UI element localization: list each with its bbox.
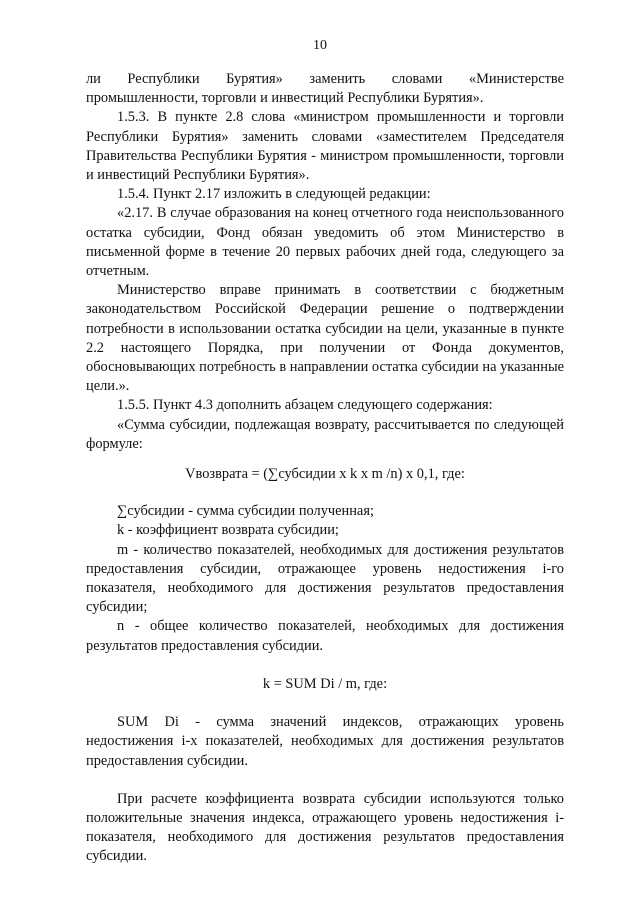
definition-m: m - количество показателей, необходимых для достижения результатов предоставления субсидии, отражающее уровень недостижения i-го показателя, необходимого для достижения результатов предоставления субсидии;	[86, 541, 564, 616]
document-body	[86, 70, 564, 867]
paragraph-1-5-3: 1.5.3. В пункте 2.8 слова «министром промышленности и торговли Республики Бурятия» заменить словами «заместителем Председателя Правительства Республики Бурятия - министром промышленности, торговли и инвестиций Республики Бурятия».	[86, 109, 564, 184]
paragraph-calculation-note: При расчете коэффициента возврата субсидии используются только положительные значения индекса, отражающего уровень недостижения i-показателя, необходимого для достижения результатов предоставления субсидии.	[86, 790, 564, 865]
formula-coefficient: k = SUM Di / m, где:	[262, 675, 388, 692]
paragraph-continuation: ли Республики Бурятия» заменить словами «Министерстве промышленности, торговли и инвестиций Республики Бурятия».	[86, 71, 564, 107]
page-number: 10	[313, 38, 327, 53]
paragraph-formula-intro: «Сумма субсидии, подлежащая возврату, рассчитывается по следующей формуле:	[86, 416, 564, 452]
paragraph-1-5-5: 1.5.5. Пункт 4.3 дополнить абзацем следующего содержания:	[117, 397, 493, 414]
definition-n: n - общее количество показателей, необходимых для достижения результатов предоставления субсидии.	[86, 618, 564, 654]
paragraph-2-17: «2.17. В случае образования на конец отчетного года неиспользованного остатка субсидии, Фонд обязан уведомить об этом Министерство в письменной форме в течение 20 первых рабочих дней года, следующего за отчетным.	[86, 205, 564, 280]
definition-sum-subsidy: ∑субсидии - сумма субсидии полученная;	[117, 503, 374, 520]
paragraph-1-5-4: 1.5.4. Пункт 2.17 изложить в следующей редакции:	[117, 186, 431, 203]
definition-sum-di: SUM Di - сумма значений индексов, отражающих уровень недостижения i-х показателей, необходимых для достижения результатов предоставления субсидии.	[86, 714, 564, 769]
formula-return-amount: Vвозврата = (∑субсидии x k x m /n) x 0,1, где:	[185, 466, 465, 483]
paragraph-ministry: Министерство вправе принимать в соответствии с бюджетным законодательством Российской Федерации решение о подтверждении потребности в использовании остатка субсидии на цели, указанные в пункте 2.2 настоящего Порядка, при получении от Фонда документов, обосновывающих потребность в направлении остатка субсидии на указанные цели.».	[86, 282, 564, 395]
definition-k: k - коэффициент возврата субсидии;	[117, 522, 339, 539]
